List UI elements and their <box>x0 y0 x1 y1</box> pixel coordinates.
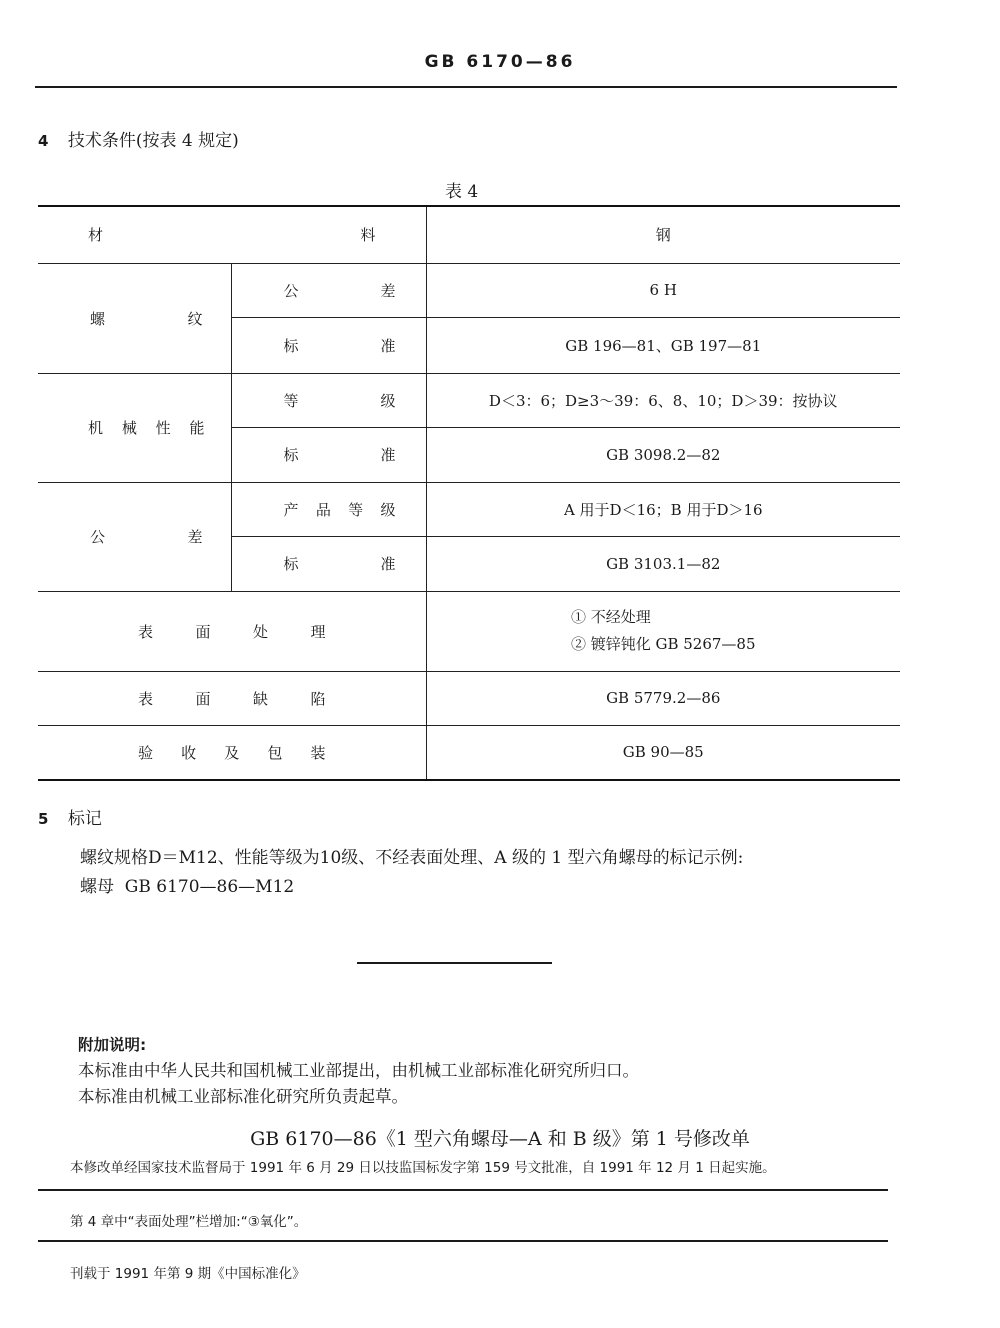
tolerance-label: 公 差 <box>38 482 231 591</box>
table-row <box>38 591 900 671</box>
surface-treatment-value <box>426 591 900 671</box>
table-row <box>38 671 900 725</box>
table-caption: 表 4 <box>445 182 479 202</box>
mechanical-standard-label: 标 准 <box>231 427 426 482</box>
marking-example: 螺母 GB 6170—86—M12 <box>80 877 295 897</box>
header-rule <box>35 86 897 88</box>
section-5-heading <box>38 804 102 829</box>
table-row <box>38 373 900 427</box>
table-row <box>38 263 900 317</box>
thread-standard-value: GB 196—81、GB 197—81 <box>426 317 900 373</box>
product-grade-value: A 用于D＜16；B 用于D＞16 <box>426 482 900 536</box>
technical-conditions-table <box>38 205 900 781</box>
surface-treatment-label: 表 面 处 理 <box>38 591 426 671</box>
notes-line: 本标准由机械工业部标准化研究所负责起草。 <box>78 1087 408 1106</box>
thread-tolerance-value: 6 H <box>426 263 900 317</box>
material-header: 材 料 <box>38 206 426 263</box>
mechanical-standard-value: GB 3098.2—82 <box>426 427 900 482</box>
thread-tolerance-label: 公 差 <box>231 263 426 317</box>
amendment-rule-bottom <box>38 1240 888 1242</box>
steel-header: 钢 <box>426 206 900 263</box>
additional-notes <box>78 1033 639 1109</box>
section-number: 5 <box>38 810 49 828</box>
section-number: 4 <box>38 132 49 150</box>
amendment-change: 第 4 章中“表面处理”栏增加:“③氧化”。 <box>70 1214 308 1230</box>
section-4-heading <box>38 126 239 151</box>
marking-description: 螺纹规格D＝M12、性能等级为10级、不经表面处理、A 级的 1 型六角螺母的标记示例: <box>80 848 744 868</box>
treatment-option-1: ① 不经处理 <box>570 608 651 626</box>
mechanical-properties-label: 机 械 性 能 <box>38 373 231 482</box>
section-title: 技术条件(按表 4 规定) <box>67 131 239 151</box>
amendment-title: GB 6170—86《1 型六角螺母—A 和 B 级》第 1 号修改单 <box>250 1128 750 1150</box>
acceptance-packaging-label: 验 收 及 包 装 <box>38 725 426 780</box>
thread-standard-label: 标 准 <box>231 317 426 373</box>
amendment-rule-top <box>38 1189 888 1191</box>
surface-defects-value: GB 5779.2—86 <box>426 671 900 725</box>
end-divider <box>357 962 552 964</box>
notes-heading: 附加说明: <box>78 1036 147 1054</box>
surface-defects-label: 表 面 缺 陷 <box>38 671 426 725</box>
mechanical-grade-label: 等 级 <box>231 373 426 427</box>
amendment-approval: 本修改单经国家技术监督局于 1991 年 6 月 29 日以技监国标发字第 159 号文批准，自 1991 年 12 月 1 日起实施。 <box>70 1160 776 1176</box>
document-code-header: GB 6170—86 <box>424 52 576 72</box>
table-header-row <box>38 206 900 263</box>
table-row <box>38 482 900 536</box>
publication-source: 刊载于 1991 年第 9 期《中国标准化》 <box>70 1266 306 1282</box>
tolerance-standard-value: GB 3103.1—82 <box>426 536 900 591</box>
tolerance-standard-label: 标 准 <box>231 536 426 591</box>
table-row <box>38 725 900 780</box>
notes-line: 本标准由中华人民共和国机械工业部提出，由机械工业部标准化研究所归口。 <box>78 1061 639 1080</box>
mechanical-grade-value: D＜3：6；D≥3～39：6、8、10；D＞39：按协议 <box>426 373 900 427</box>
treatment-option-2: ② 镀锌钝化 GB 5267—85 <box>570 635 756 653</box>
product-grade-label: 产 品 等 级 <box>231 482 426 536</box>
section-title: 标记 <box>67 809 102 829</box>
acceptance-packaging-value: GB 90—85 <box>426 725 900 780</box>
thread-label: 螺 纹 <box>38 263 231 373</box>
